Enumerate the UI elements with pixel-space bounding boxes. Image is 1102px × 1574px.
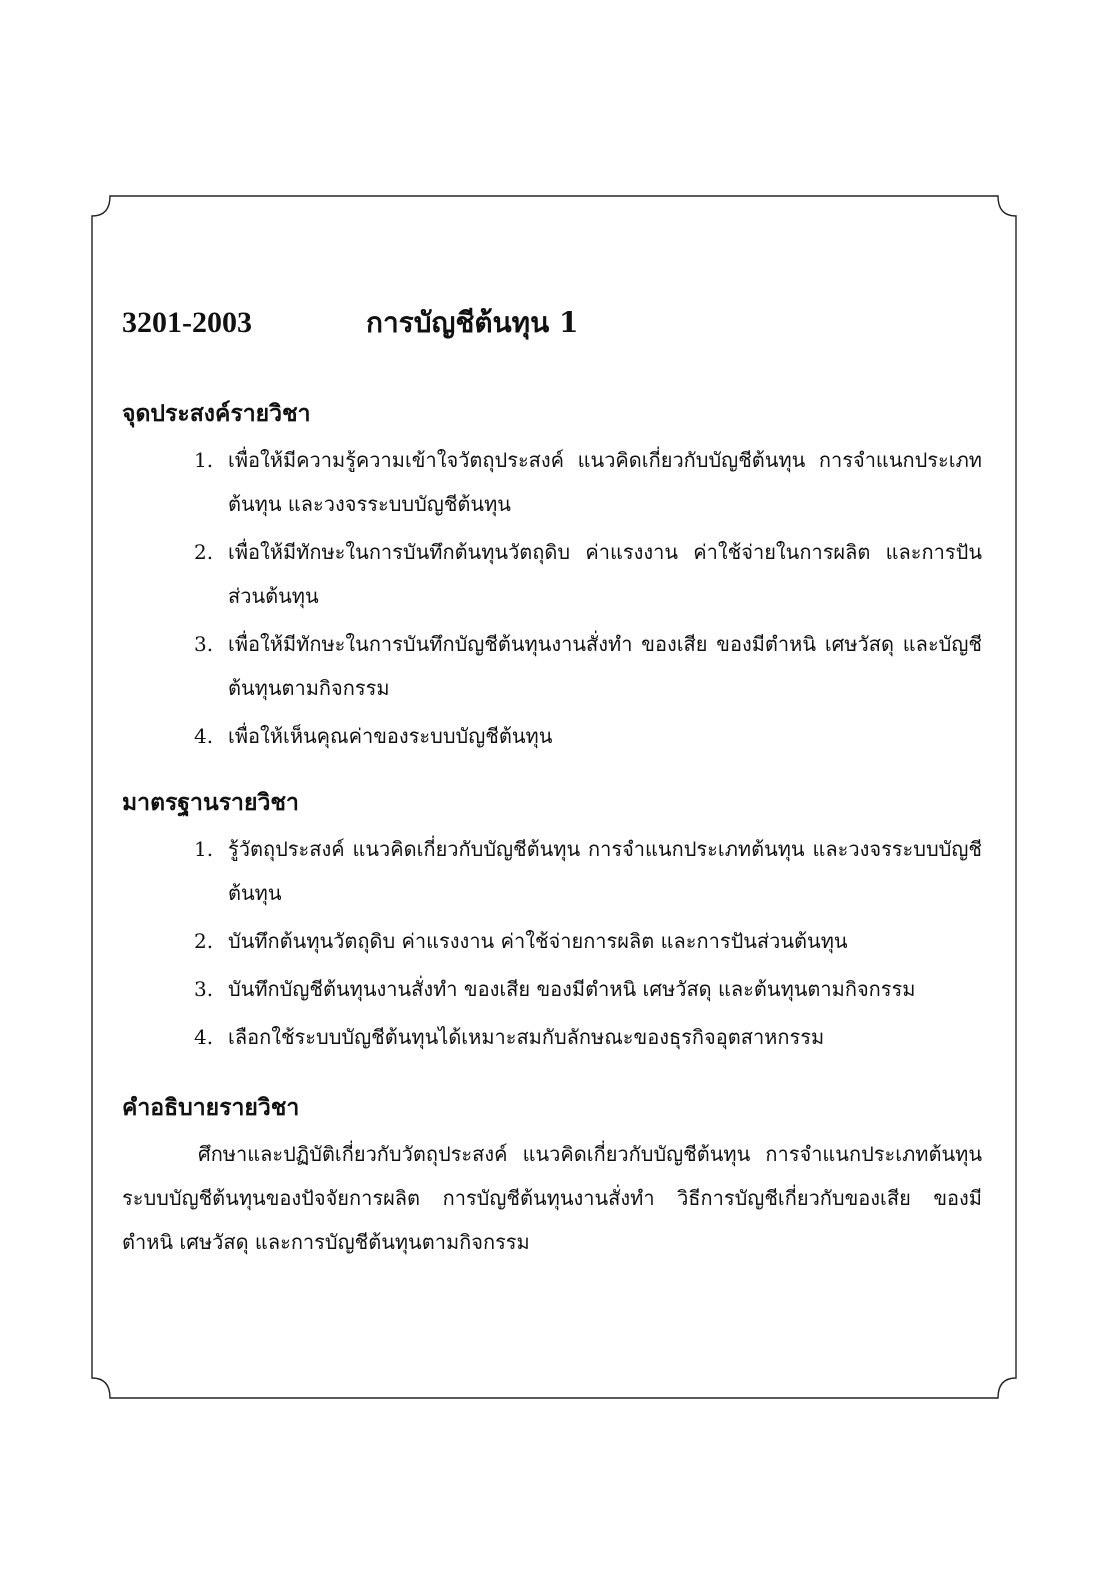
standard-item xyxy=(122,1015,982,1059)
item-number: 3. xyxy=(194,632,214,656)
standards-heading: มาตรฐานรายวิชา xyxy=(122,789,299,816)
course-code: 3201-2003 xyxy=(122,306,252,339)
course-content xyxy=(122,300,982,1264)
course-header xyxy=(122,300,982,346)
item-text: บันทึกต้นทุนวัตถุดิบ ค่าแรงงาน ค่าใช้จ่ายการผลิต และการปันส่วนต้นทุน xyxy=(228,929,848,953)
course-title: การบัญชีต้นทุน 1 xyxy=(366,306,579,339)
item-text: บันทึกบัญชีต้นทุนงานสั่งทำ ของเสีย ของมีตำหนิ เศษวัสดุ และต้นทุนตามกิจกรรม xyxy=(228,977,916,1001)
standard-item xyxy=(122,967,982,1011)
objective-item xyxy=(122,438,982,526)
objective-item xyxy=(122,714,982,758)
item-number: 2. xyxy=(194,929,214,953)
item-number: 4. xyxy=(194,1025,214,1049)
item-text: รู้วัตถุประสงค์ แนวคิดเกี่ยวกับบัญชีต้นทุน การจำแนกประเภทต้นทุน และวงจรระบบบัญชีต้นทุน xyxy=(228,837,982,905)
standards-list xyxy=(122,827,982,1059)
standard-item xyxy=(122,827,982,915)
item-text: เลือกใช้ระบบบัญชีต้นทุนได้เหมาะสมกับลักษณะของธุรกิจอุตสาหกรรม xyxy=(228,1025,825,1049)
item-number: 1. xyxy=(194,448,214,472)
item-number: 3. xyxy=(194,977,214,1001)
item-text: เพื่อให้มีทักษะในการบันทึกบัญชีต้นทุนงานสั่งทำ ของเสีย ของมีตำหนิ เศษวัสดุ และบัญชีต้นทุนตามกิจกรรม xyxy=(228,632,982,700)
item-number: 1. xyxy=(194,837,214,861)
item-number: 2. xyxy=(194,540,214,564)
objectives-heading: จุดประสงค์รายวิชา xyxy=(122,400,311,427)
item-text: เพื่อให้เห็นคุณค่าของระบบบัญชีต้นทุน xyxy=(228,724,553,748)
description-text: ศึกษาและปฏิบัติเกี่ยวกับวัตถุประสงค์ แนวคิดเกี่ยวกับบัญชีต้นทุน การจำแนกประเภทต้นทุน ระบบบัญชีต้นทุนของปัจจัยการผลิต การบัญชีต้นทุนงานสั่งทำ วิธีการบัญชีเกี่ยวกับของเสีย ของมีตำหนิ เศษวัสดุ และการบัญชีต้นทุนตามกิจกรรม xyxy=(122,1142,982,1254)
objective-item xyxy=(122,622,982,710)
description-heading: คำอธิบายรายวิชา xyxy=(122,1094,300,1121)
objectives-list xyxy=(122,438,982,758)
item-text: เพื่อให้มีความรู้ความเข้าใจวัตถุประสงค์ แนวคิดเกี่ยวกับบัญชีต้นทุน การจำแนกประเภทต้นทุน และวงจรระบบบัญชีต้นทุน xyxy=(228,448,982,516)
item-text: เพื่อให้มีทักษะในการบันทึกต้นทุนวัตถุดิบ ค่าแรงงาน ค่าใช้จ่ายในการผลิต และการปันส่วนต้นทุน xyxy=(228,540,982,608)
item-number: 4. xyxy=(194,724,214,748)
objective-item xyxy=(122,530,982,618)
standard-item xyxy=(122,919,982,963)
